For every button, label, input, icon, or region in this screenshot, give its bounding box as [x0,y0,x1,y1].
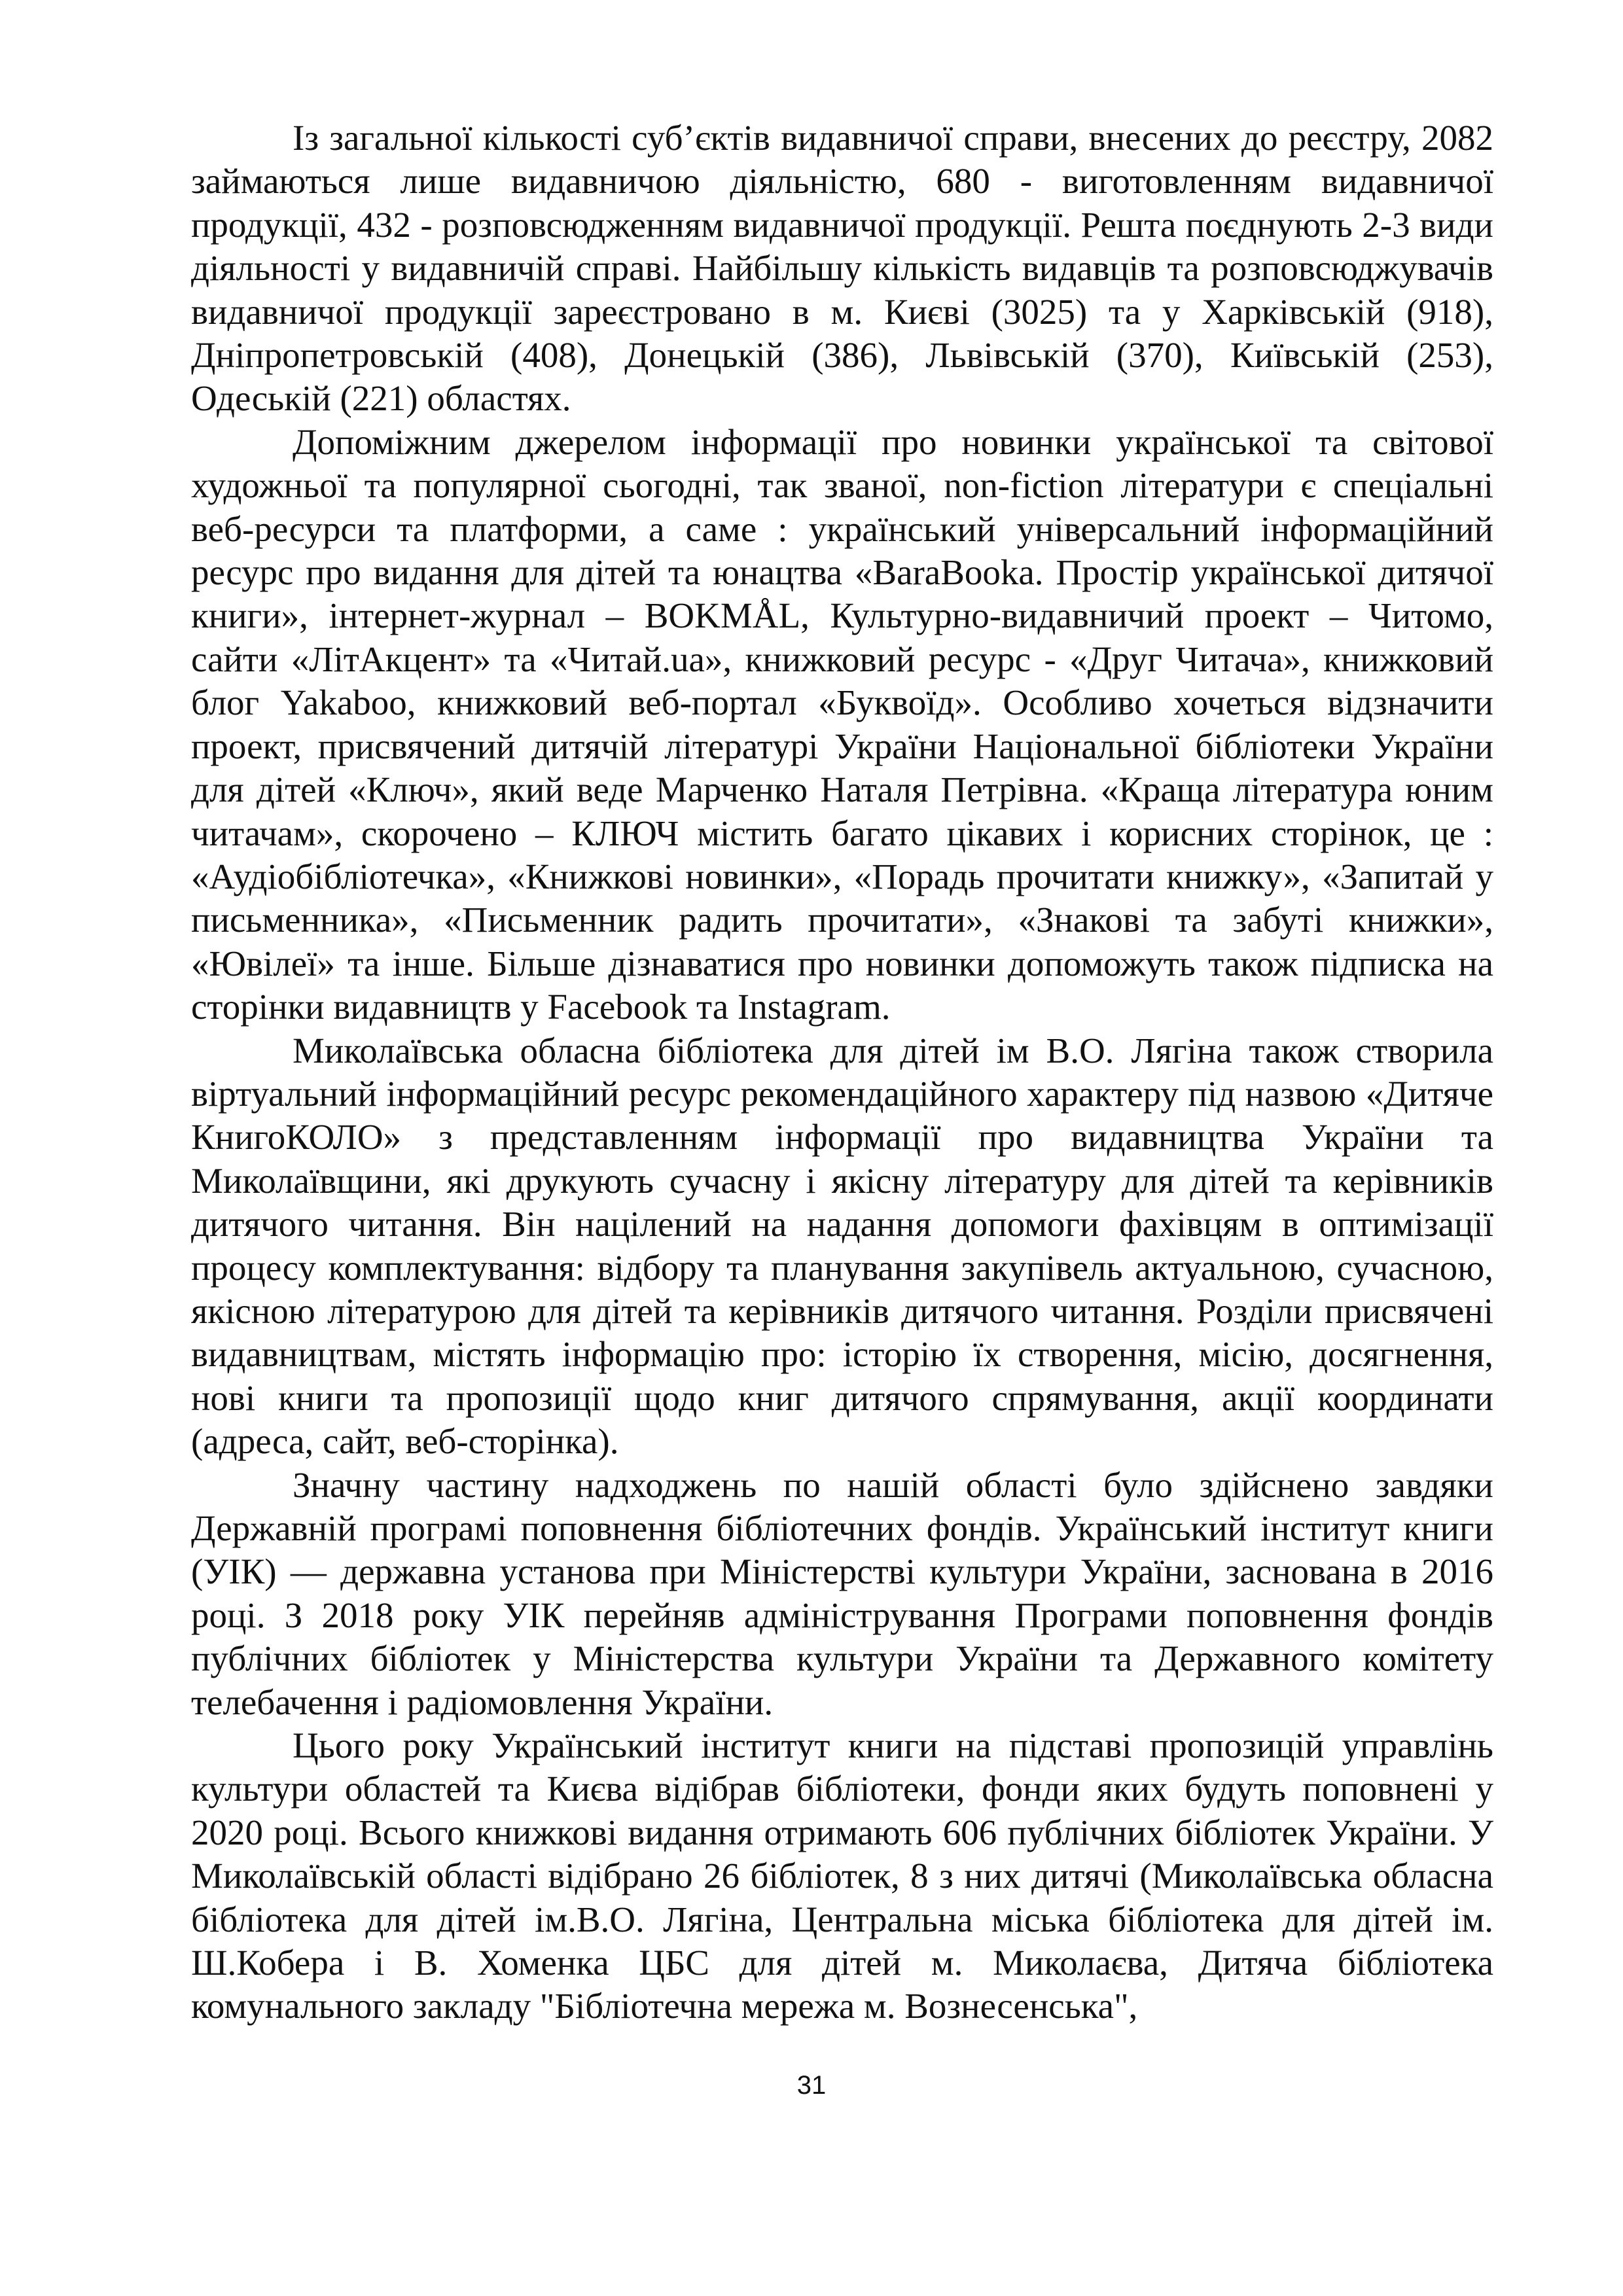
paragraph-publishers-registry: Із загальної кількості суб’єктів видавничої справи, внесених до реєстру, 2082 займаються лише видавничою діяльністю, 680 - виготовленням видавничої продукції, 432 - розповсюдженням видавничої продукції. Решта поєднують 2-3 види діяльності у видавничій справі. Найбільшу кількість видавців та розповсюджувачів видавничої продукції зареєстровано в м. Києві (3025) та у Харківській (918), Дніпропетровській (408), Донецькій (386), Львівській (370), Київській (253), Одеській (221) областях. [191,118,1493,419]
paragraph-book-institute-selection: Цього року Український інститут книги на підставі пропозицій управлінь культури областей та Києва відібрав бібліотеки, фонди яких будуть поповнені у 2020 році. Всього книжкові видання отримають 606 публічних бібліотек України. У Миколаївській області відібрано 26 бібліотек, 8 з них дитячі (Миколаївська обласна бібліотека для дітей ім.В.О. Лягіна, Центральна міська бібліотека для дітей ім. Ш.Кобера і В. Хоменка ЦБС для дітей м. Миколаєва, Дитяча бібліотека комунального закладу "Бібліотечна мережа м. Вознесенська", [191,1725,1493,2026]
document-page [191,116,1493,2028]
paragraph-web-resources: Допоміжним джерелом інформації про новинки української та світової художньої та популярної сьогодні, так званої, non-fiction літератури є спеціальні веб-ресурси та платформи, а саме : український універсальний інформаційний ресурс про видання для дітей та юнацтва «BaraBooka. Простір української дитячої книги», інтернет-журнал – BOKMÅL, Культурно-видавничий проект – Читомо, сайти «ЛітАкцент» та «Читай.ua», книжковий ресурс - «Друг Читача», книжковий блог Yakaboo, книжковий веб-портал «Буквоїд». Особливо хочеться відзначити проект, присвячений дитячій літературі України Національної бібліотеки України для дітей «Ключ», який веде Марченко Наталя Петрівна. «Краща література юним читачам», скорочено – КЛЮЧ містить багато цікавих і корисних сторінок, це : «Аудіобібліотечка», «Книжкові новинки», «Порадь прочитати книжку», «Запитай у письменника», «Письменник радить прочитати», «Знакові та забуті книжки», «Ювілеї» та інше. Більше дізнаватися про новинки допоможуть також підписка на сторінки видавництв у Facebook та Instagram. [191,421,1493,1027]
paragraph-knygokolo-resource: Миколаївська обласна бібліотека для дітей ім В.О. Лягіна також створила віртуальний інформаційний ресурс рекомендаційного характеру під назвою «Дитяче КнигоКОЛО» з представленням інформації про видавництва України та Миколаївщини, які друкують сучасну і якісну літературу для дітей та керівників дитячого читання. Він націлений на надання допомоги фахівцям в оптимізації процесу комплектування: відбору та планування закупівель актуальною, сучасною, якісною літературою для дітей та керівників дитячого читання. Розділи присвячені видавництвам, містять інформацію про: історію їх створення, місію, досягнення, нові книги та пропозиції щодо книг дитячого спрямування, акції координати (адреса, сайт, веб-сторінка). [191,1030,1493,1462]
page-number: 31 [796,2071,827,2100]
paragraph-state-program: Значну частину надходжень по нашій області було здійснено завдяки Державній програмі поповнення бібліотечних фондів. Український інститут книги (УІК) — державна установа при Міністерстві культури України, заснована в 2016 році. З 2018 року УІК перейняв адміністрування Програми поповнення фондів публічних бібліотек у Міністерства культури України та Державного комітету телебачення і радіомовлення України. [191,1464,1493,1722]
